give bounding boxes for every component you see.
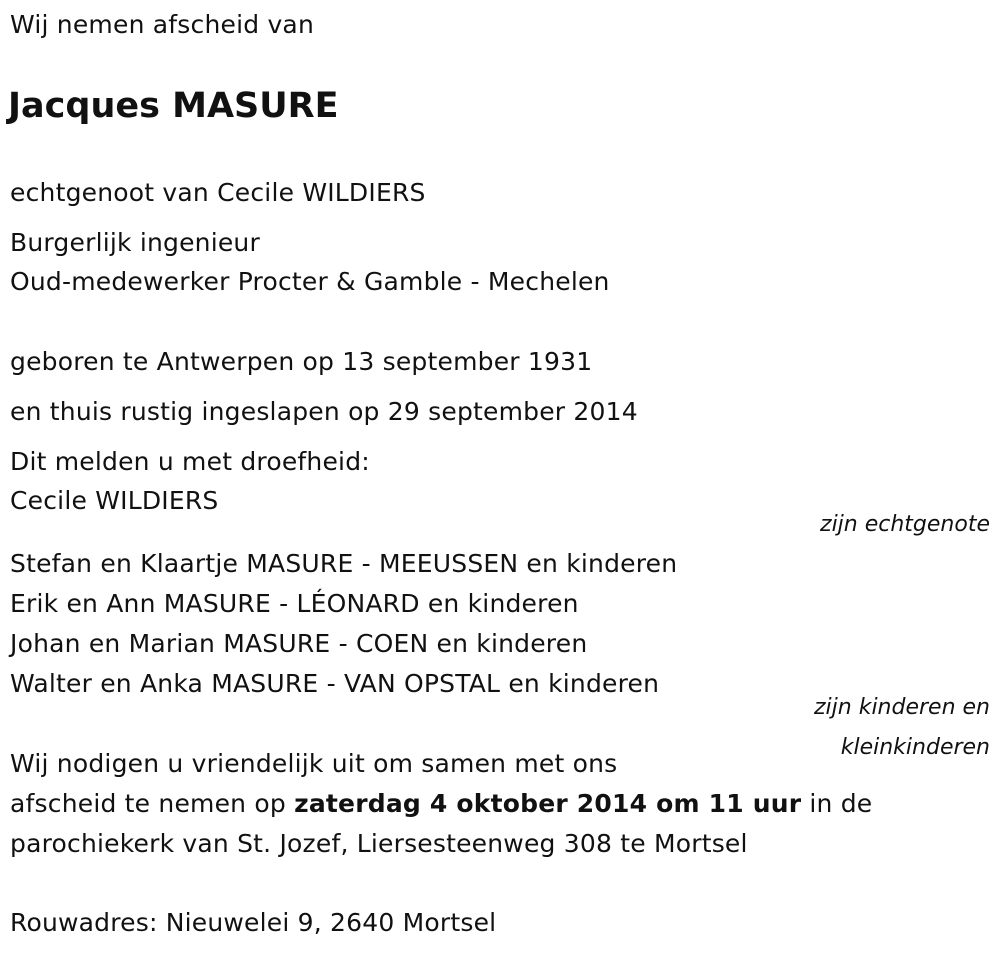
announcement-line: Dit melden u met droefheid: (10, 447, 370, 476)
birth-line: geboren te Antwerpen op 13 september 1931 (10, 347, 593, 376)
deceased-name: Jacques MASURE (8, 86, 339, 126)
spouse-role: zijn echtgenote (820, 512, 990, 537)
children-role-1: zijn kinderen en (814, 695, 990, 720)
mourning-address: Rouwadres: Nieuwelei 9, 2640 Mortsel (10, 908, 497, 937)
invitation-line-2 (10, 789, 872, 819)
invitation-line-3: parochiekerk van St. Jozef, Liersesteenweg 308 te Mortsel (10, 829, 748, 858)
invitation-line-2-end: in de (801, 789, 873, 818)
spouse-name: Cecile WILDIERS (10, 486, 219, 515)
spouse-line: echtgenoot van Cecile WILDIERS (10, 178, 426, 207)
former-employer: Oud-medewerker Procter & Gamble - Mechelen (10, 267, 610, 296)
children-role-2: kleinkinderen (840, 735, 990, 760)
invitation-line-1: Wij nodigen u vriendelijk uit om samen met ons (10, 749, 618, 778)
child-line-4: Walter en Anka MASURE - VAN OPSTAL en kinderen (10, 669, 660, 698)
death-line: en thuis rustig ingeslapen op 29 september 2014 (10, 397, 638, 426)
intro-text: Wij nemen afscheid van (10, 10, 314, 39)
profession: Burgerlijk ingenieur (10, 228, 260, 257)
child-line-2: Erik en Ann MASURE - LÉONARD en kinderen (10, 589, 579, 618)
invitation-line-2-start: afscheid te nemen op (10, 789, 295, 818)
child-line-3: Johan en Marian MASURE - COEN en kinderen (10, 629, 588, 658)
ceremony-datetime: zaterdag 4 oktober 2014 om 11 uur (294, 789, 802, 818)
child-line-1: Stefan en Klaartje MASURE - MEEUSSEN en kinderen (10, 549, 678, 578)
